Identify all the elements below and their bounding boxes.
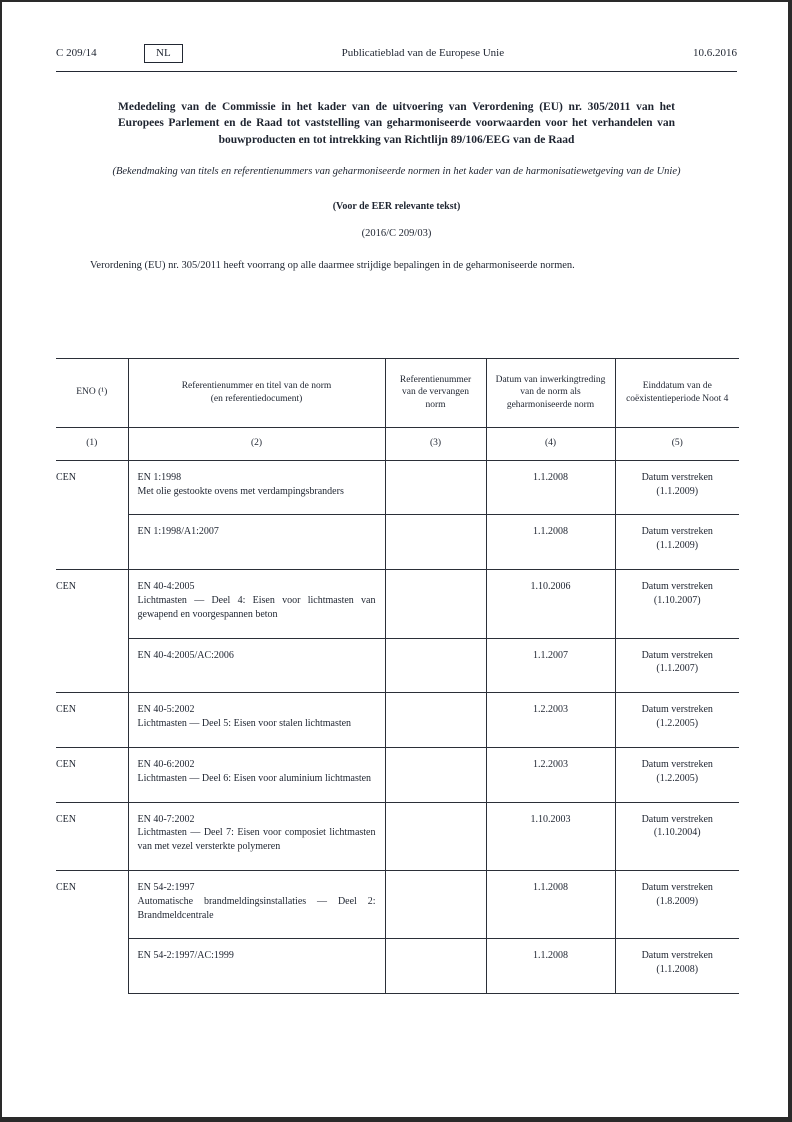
column-number-1: (1)	[56, 427, 128, 460]
column-number-3: (3)	[385, 427, 486, 460]
effective-date: 1.10.2006	[486, 570, 615, 638]
table-header-row	[56, 358, 739, 427]
coexistence-end-date	[615, 570, 739, 638]
end-date-value: (1.1.2007)	[656, 663, 699, 675]
eno-cell: CEN	[56, 693, 128, 748]
coexistence-end-date	[615, 802, 739, 870]
column-number-4: (4)	[486, 427, 615, 460]
effective-date: 1.1.2008	[486, 460, 615, 515]
column-header-effective-date: Datum van inwerkingtreding van de norm als geharmoniseerde norm	[486, 358, 615, 427]
column-header-reference-line1: Referentienummer en titel van de norm	[181, 381, 332, 392]
standard-cell	[128, 460, 385, 515]
eno-cell: CEN	[56, 460, 128, 569]
end-date-value: (1.10.2007)	[653, 595, 701, 607]
replaced-ref-cell	[385, 570, 486, 638]
table-row	[56, 638, 739, 693]
publication-date: 10.6.2016	[693, 47, 737, 59]
standard-cell	[128, 748, 385, 803]
end-date-value: (1.1.2009)	[656, 540, 699, 552]
notice-subtitle: (Bekendmaking van titels en referentienummers van geharmoniseerde normen in het kader van de harmonisatiewetgeving van de Unie)	[112, 165, 681, 177]
standard-title: Automatische brandmeldingsinstallaties — Deel 2: Brandmeldcentrale	[137, 895, 376, 921]
standard-ref: EN 1:1998/A1:2007	[137, 526, 219, 538]
effective-date: 1.2.2003	[486, 748, 615, 803]
end-date-value: (1.1.2008)	[656, 964, 699, 976]
table-row	[56, 871, 739, 939]
intro-paragraph: Verordening (EU) nr. 305/2011 heeft voorrang op alle daarmee strijdige bepalingen in de geharmoniseerde normen.	[90, 260, 575, 272]
end-date-label: Datum verstreken	[641, 471, 713, 483]
effective-date: 1.1.2007	[486, 638, 615, 693]
standard-ref: EN 40-5:2002	[137, 704, 195, 716]
standard-cell	[128, 693, 385, 748]
replaced-ref-cell	[385, 871, 486, 939]
column-header-reference	[128, 358, 385, 427]
standard-cell	[128, 638, 385, 693]
standard-ref: EN 40-7:2002	[137, 813, 195, 825]
coexistence-end-date	[615, 871, 739, 939]
column-number-5: (5)	[615, 427, 739, 460]
standards-table-wrapper	[56, 358, 737, 994]
end-date-label: Datum verstreken	[641, 704, 713, 716]
end-date-label: Datum verstreken	[641, 882, 713, 894]
effective-date: 1.10.2003	[486, 802, 615, 870]
table-row	[56, 515, 739, 570]
standard-title: Lichtmasten — Deel 6: Eisen voor aluminium lichtmasten	[137, 772, 372, 784]
table-row	[56, 460, 739, 515]
standard-ref: EN 40-4:2005	[137, 581, 195, 593]
standards-table	[56, 358, 739, 994]
coexistence-end-date	[615, 515, 739, 570]
standard-title: Lichtmasten — Deel 4: Eisen voor lichtmasten van gewapend en voorgespannen beton	[137, 595, 376, 620]
column-header-replaced: Referentienummer van de vervangen norm	[385, 358, 486, 427]
end-date-label: Datum verstreken	[641, 813, 713, 825]
standard-ref: EN 40-4:2005/AC:2006	[137, 649, 234, 661]
column-number-row	[56, 427, 739, 460]
journal-title: Publicatieblad van de Europese Unie	[341, 47, 505, 59]
end-date-value: (1.2.2005)	[656, 772, 699, 784]
table-row	[56, 748, 739, 803]
document-number: (2016/C 209/03)	[361, 228, 432, 240]
end-date-label: Datum verstreken	[641, 950, 713, 962]
column-header-reference-line2: (en referentiedocument)	[210, 393, 303, 404]
effective-date: 1.1.2008	[486, 871, 615, 939]
standard-ref: EN 40-6:2002	[137, 759, 195, 771]
notice-title: Mededeling van de Commissie in het kader van de uitvoering van Verordening (EU) nr. 305/2011 van het Europees Parlement en de Raad tot vaststelling van geharmoniseerde voorwaarden voor het verhandelen van bouwproducten en tot intrekking van Richtlijn 89/106/EEG van de Raad	[118, 101, 675, 146]
standard-cell	[128, 871, 385, 939]
replaced-ref-cell	[385, 748, 486, 803]
column-header-eno: ENO (¹)	[56, 358, 128, 427]
end-date-label: Datum verstreken	[641, 526, 713, 538]
table-row	[56, 570, 739, 638]
standard-cell	[128, 939, 385, 994]
replaced-ref-cell	[385, 638, 486, 693]
replaced-ref-cell	[385, 939, 486, 994]
standard-cell	[128, 570, 385, 638]
eea-relevance-note: (Voor de EER relevante tekst)	[332, 201, 461, 213]
end-date-value: (1.8.2009)	[656, 895, 699, 907]
standard-title: Lichtmasten — Deel 5: Eisen voor stalen lichtmasten	[137, 718, 352, 730]
effective-date: 1.1.2008	[486, 939, 615, 994]
standard-title: Lichtmasten — Deel 7: Eisen voor composiet lichtmasten van met vezel versterkte polymeren	[137, 827, 376, 853]
standard-title: Met olie gestookte ovens met verdampingsbranders	[137, 485, 344, 497]
replaced-ref-cell	[385, 802, 486, 870]
replaced-ref-cell	[385, 693, 486, 748]
standard-ref: EN 1:1998	[137, 471, 182, 483]
header-rule	[56, 71, 737, 72]
standard-cell	[128, 515, 385, 570]
standard-ref: EN 54-2:1997/AC:1999	[137, 950, 234, 962]
replaced-ref-cell	[385, 460, 486, 515]
eno-cell: CEN	[56, 570, 128, 693]
eno-cell: CEN	[56, 748, 128, 803]
page-number: C 209/14	[56, 47, 97, 59]
end-date-value: (1.10.2004)	[653, 827, 701, 839]
column-header-end-date: Einddatum van de coëxistentieperiode Noot 4	[615, 358, 739, 427]
column-number-2: (2)	[128, 427, 385, 460]
coexistence-end-date	[615, 939, 739, 994]
replaced-ref-cell	[385, 515, 486, 570]
coexistence-end-date	[615, 460, 739, 515]
table-row	[56, 939, 739, 994]
end-date-label: Datum verstreken	[641, 759, 713, 771]
effective-date: 1.2.2003	[486, 693, 615, 748]
page-header	[56, 42, 737, 64]
table-row	[56, 802, 739, 870]
effective-date: 1.1.2008	[486, 515, 615, 570]
eno-cell: CEN	[56, 802, 128, 870]
end-date-label: Datum verstreken	[641, 581, 713, 593]
coexistence-end-date	[615, 638, 739, 693]
standard-ref: EN 54-2:1997	[137, 882, 195, 894]
eno-cell: CEN	[56, 871, 128, 994]
coexistence-end-date	[615, 748, 739, 803]
end-date-value: (1.1.2009)	[656, 485, 699, 497]
table-row	[56, 693, 739, 748]
end-date-value: (1.2.2005)	[656, 718, 699, 730]
language-badge: NL	[144, 44, 183, 63]
standard-cell	[128, 802, 385, 870]
coexistence-end-date	[615, 693, 739, 748]
end-date-label: Datum verstreken	[641, 649, 713, 661]
